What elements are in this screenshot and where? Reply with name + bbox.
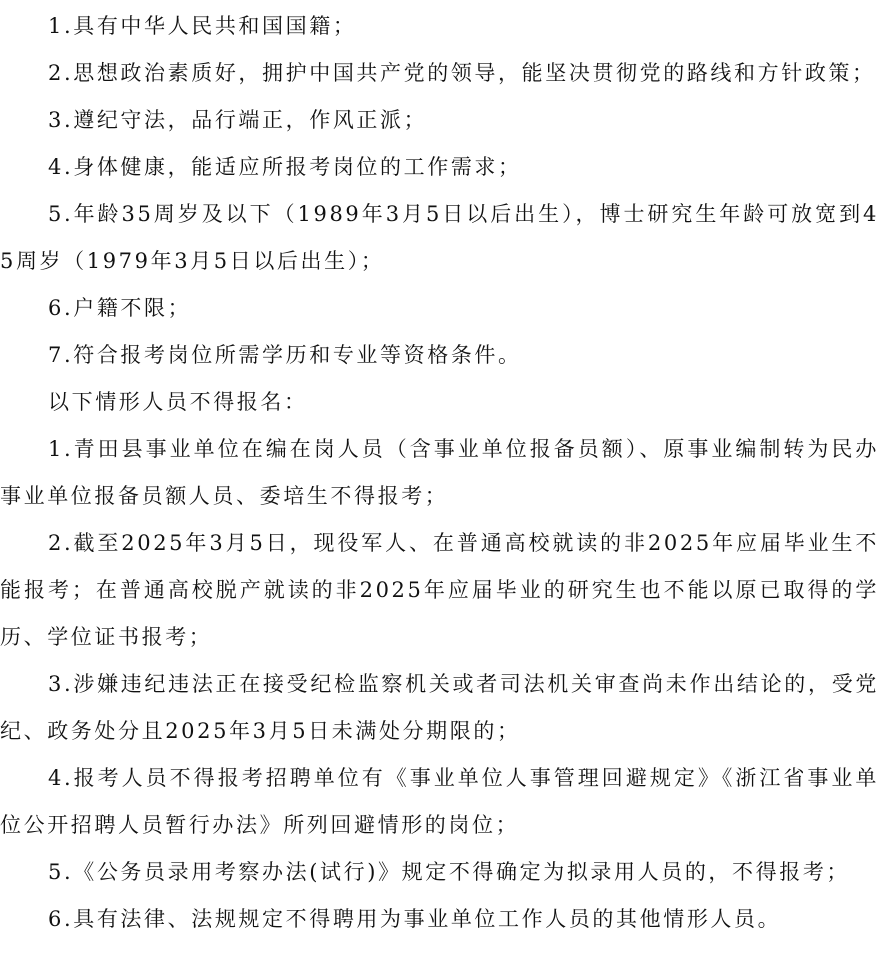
requirement-health: 4.身体健康，能适应所报考岗位的工作需求； [48,155,522,179]
requirement-age: 5.年龄35周岁及以下（1989年3月5日以后出生），博士研究生年龄可放宽到45周岁（1979年3月5日以后出生）； [0,202,879,273]
requirement-qualification: 7.符合报考岗位所需学历和专业等资格条件。 [48,343,522,367]
exclusion-military-students: 2.截至2025年3月5日，现役军人、在普通高校就读的非2025年应届毕业生不能报考；在普通高校脱产就读的非2025年应届毕业的研究生也不能以原已取得的学历、学位证书报考； [0,531,879,649]
requirement-household: 6.户籍不限； [48,296,192,320]
requirement-law-abiding: 3.遵纪守法，品行端正，作风正派； [48,108,428,132]
exclusion-avoidance: 4.报考人员不得报考招聘单位有《事业单位人事管理回避规定》《浙江省事业单位公开招聘人员暂行办法》所列回避情形的岗位； [0,766,879,837]
exclusion-staff: 1.青田县事业单位在编在岗人员（含事业单位报备员额）、原事业编制转为民办事业单位报备员额人员、委培生不得报考； [0,437,879,508]
exclusion-under-investigation: 3.涉嫌违纪违法正在接受纪检监察机关或者司法机关审查尚未作出结论的，受党纪、政务处分且2025年3月5日未满处分期限的； [0,672,879,743]
exclusion-civil-servant-rules: 5.《公务员录用考察办法(试行)》规定不得确定为拟录用人员的，不得报考； [48,860,851,884]
requirement-political: 2.思想政治素质好，拥护中国共产党的领导，能坚决贯彻党的路线和方针政策； [48,61,876,85]
exclusion-legal: 6.具有法律、法规规定不得聘用为事业单位工作人员的其他情形人员。 [48,907,782,931]
exclusion-heading: 以下情形人员不得报名： [48,390,308,414]
requirement-nationality: 1.具有中华人民共和国国籍； [48,14,357,38]
